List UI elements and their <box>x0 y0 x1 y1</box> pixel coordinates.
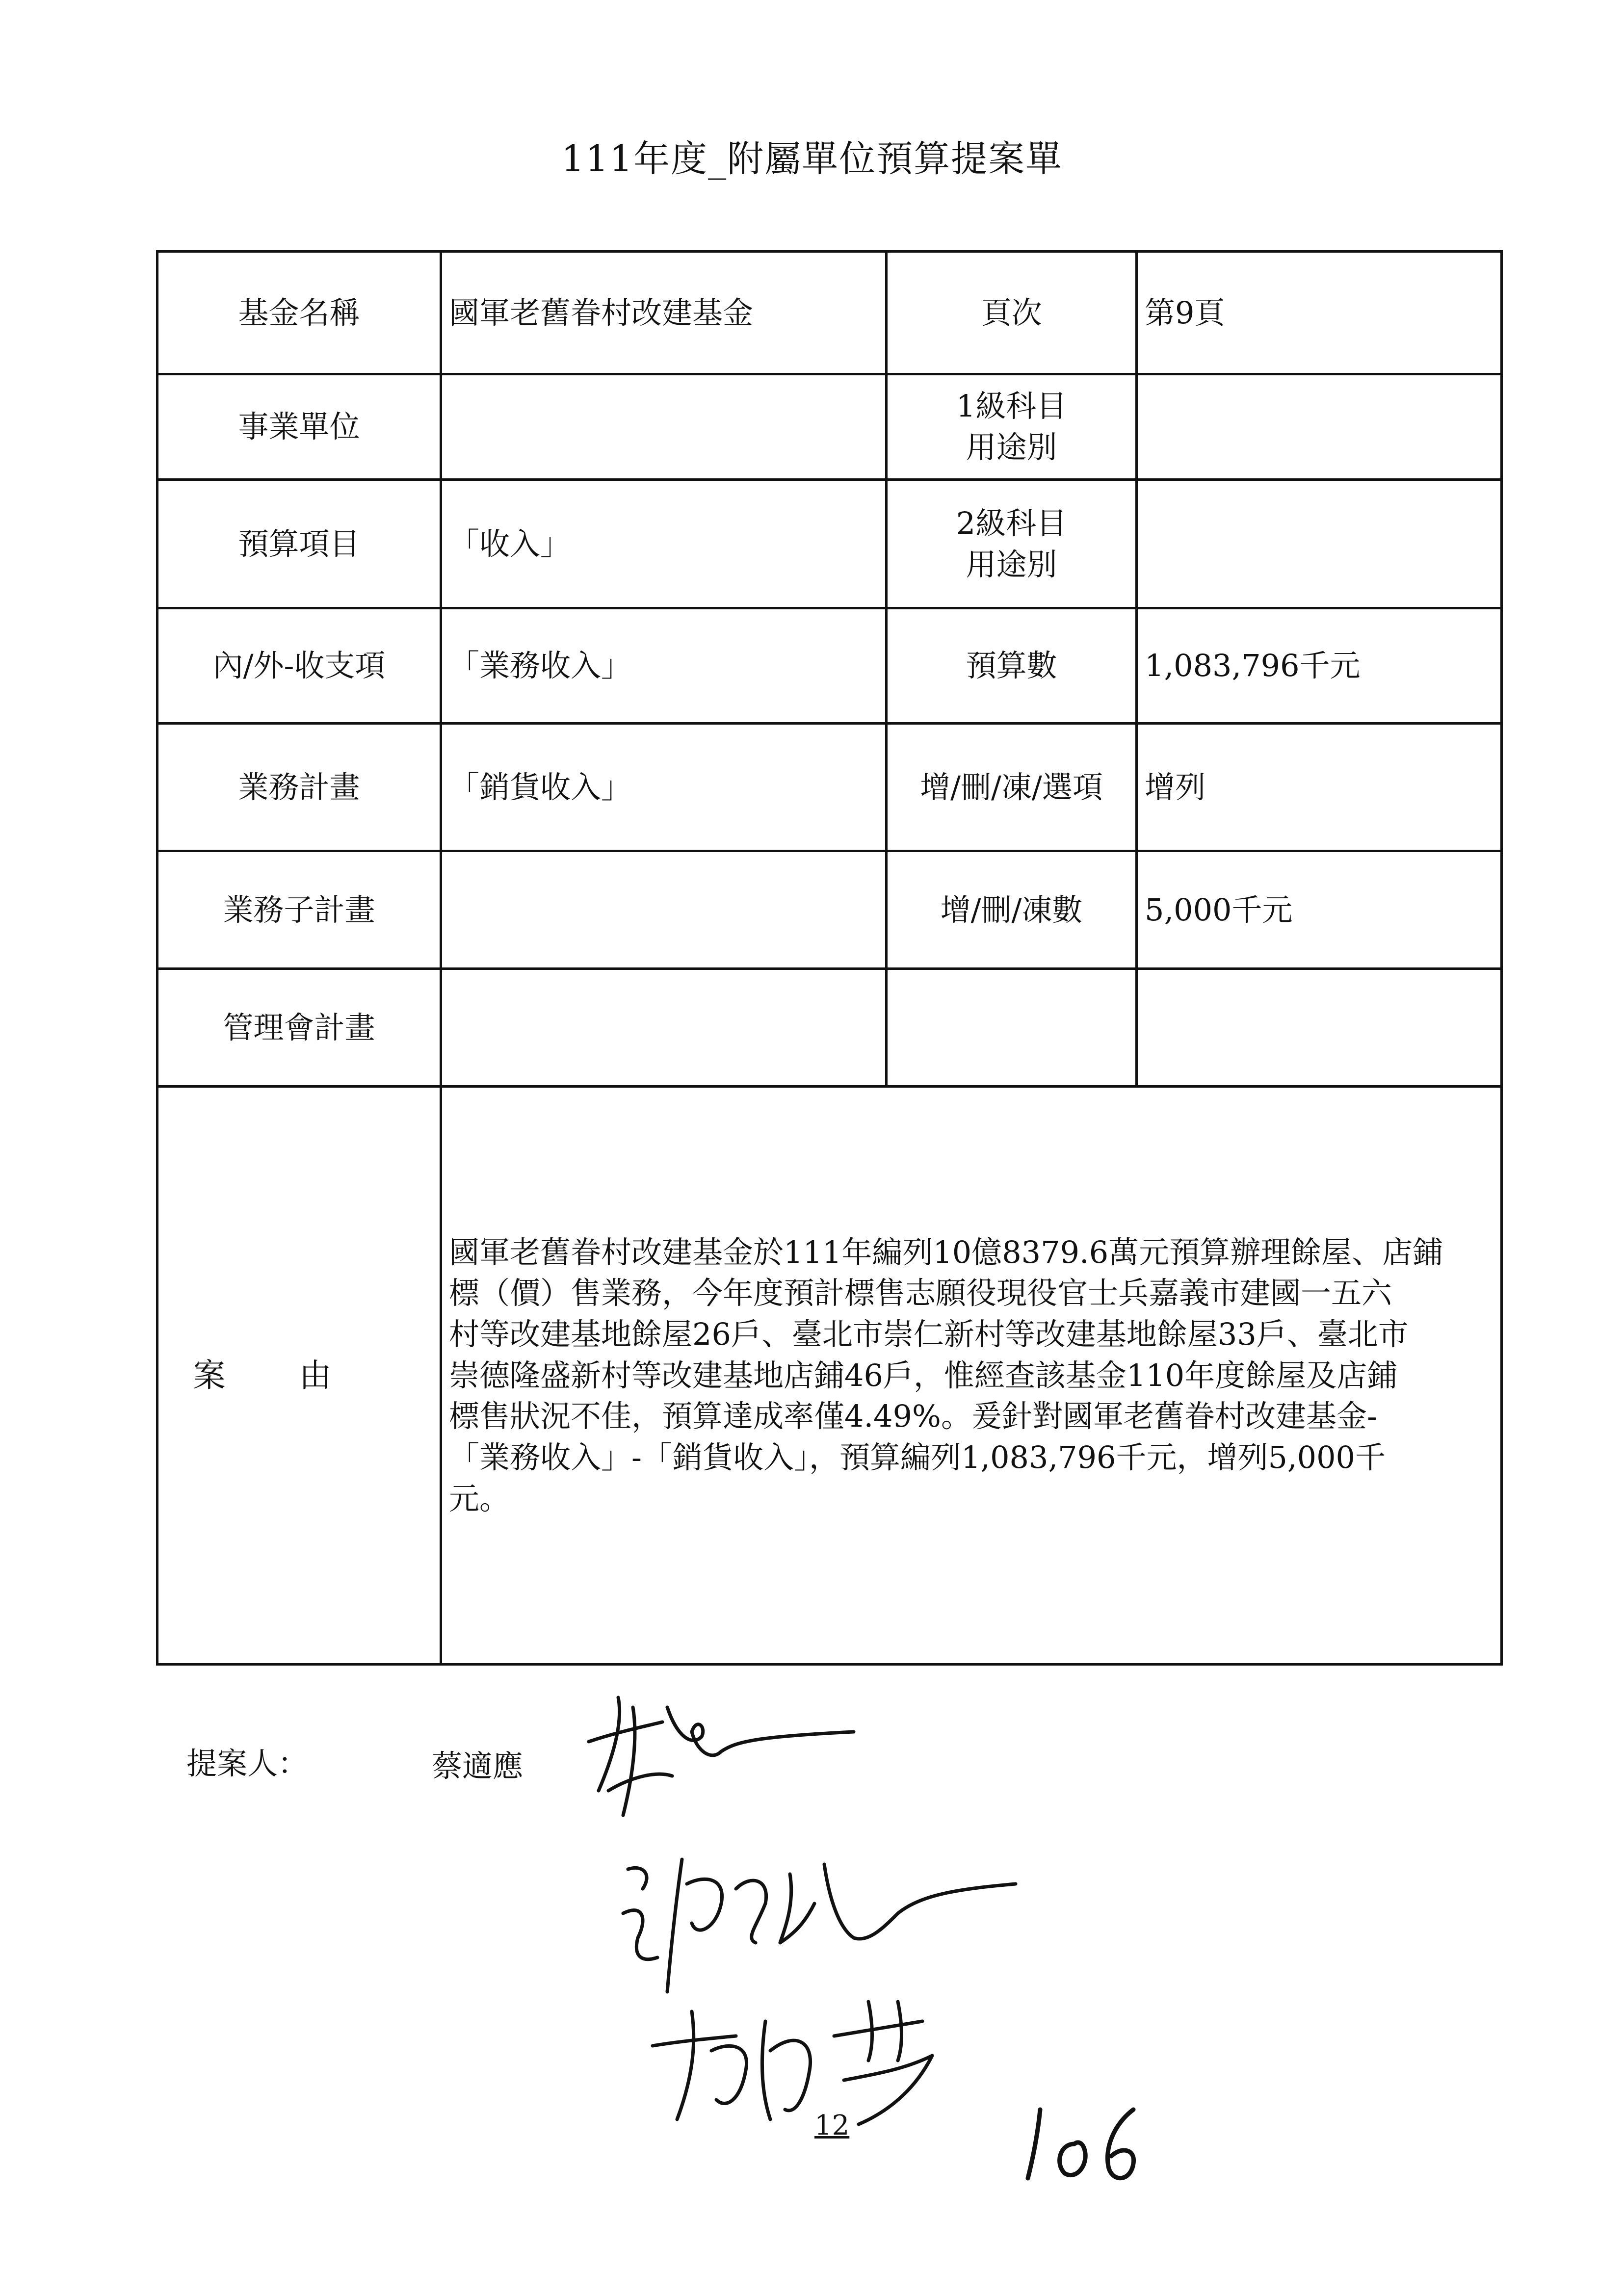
label-adjust-option: 增/刪/凍/選項 <box>887 724 1137 851</box>
reason-line: 標售狀況不佳，預算達成率僅4.49%。爰針對國軍老舊眷村改建基金- <box>449 1398 1377 1435</box>
value-business-unit <box>441 374 887 480</box>
form-row-sub-plan <box>157 851 1502 969</box>
value-fund-name: 國軍老舊眷村改建基金 <box>441 252 887 374</box>
reason-text <box>441 1087 1502 1665</box>
form-row-fund-name <box>157 252 1502 374</box>
label-level2-subject-line2: 用途別 <box>966 546 1057 582</box>
reason-line: 「業務收入」-「銷貨收入」，預算編列1,083,796千元，增列5,000千 <box>449 1439 1386 1476</box>
proposer-label: 提案人： <box>186 1746 309 1781</box>
label-page: 頁次 <box>887 252 1137 374</box>
value-level2-subject <box>1137 480 1502 608</box>
value-page: 第9頁 <box>1137 252 1502 374</box>
value-income-expense: 「業務收入」 <box>441 608 887 724</box>
value-business-plan: 「銷貨收入」 <box>441 724 887 851</box>
label-level1-subject-line1: 1級科目 <box>956 388 1067 424</box>
label-budget-item: 預算項目 <box>157 480 441 608</box>
value-level1-subject <box>1137 374 1502 480</box>
value-budget-item: 「收入」 <box>441 480 887 608</box>
form-row-management-plan <box>157 969 1502 1087</box>
signature-2 <box>608 1845 1030 2011</box>
label-fund-name: 基金名稱 <box>157 252 441 374</box>
value-budget-amount: 1,083,796千元 <box>1137 608 1502 724</box>
value-adjust-option: 增列 <box>1137 724 1502 851</box>
reason-line: 元。 <box>449 1480 510 1516</box>
value-sub-plan <box>441 851 887 969</box>
label-blank <box>887 969 1137 1087</box>
label-level2-subject <box>887 480 1137 608</box>
proposal-form-table <box>156 250 1503 1666</box>
page-number: 12 <box>814 2110 850 2141</box>
form-row-business-unit <box>157 374 1502 480</box>
reason-line: 國軍老舊眷村改建基金於111年編列10億8379.6萬元預算辦理餘屋、店鋪 <box>449 1234 1443 1270</box>
label-income-expense: 內/外-收支項 <box>157 608 441 724</box>
form-row-income-expense <box>157 608 1502 724</box>
label-level1-subject <box>887 374 1137 480</box>
signature-1 <box>579 1678 893 1835</box>
form-row-reason <box>157 1087 1502 1665</box>
document-title: 111年度_附屬單位預算提案單 <box>561 138 1063 180</box>
value-blank <box>1137 969 1502 1087</box>
value-management-plan <box>441 969 887 1087</box>
proposer-name: 蔡適應 <box>432 1748 524 1784</box>
label-reason: 案由 <box>157 1087 441 1665</box>
reason-line: 村等改建基地餘屋26戶、臺北市崇仁新村等改建基地餘屋33戶、臺北市 <box>449 1316 1409 1352</box>
label-budget-amount: 預算數 <box>887 608 1137 724</box>
label-business-unit: 事業單位 <box>157 374 441 480</box>
reason-line: 崇德隆盛新村等改建基地店鋪46戶，惟經查該基金110年度餘屋及店鋪 <box>449 1357 1398 1393</box>
handwritten-page-number <box>1021 2090 1148 2188</box>
label-adjust-amount: 增/刪/凍數 <box>887 851 1137 969</box>
label-sub-plan: 業務子計畫 <box>157 851 441 969</box>
form-row-budget-item <box>157 480 1502 608</box>
label-level2-subject-line1: 2級科目 <box>956 505 1067 541</box>
value-adjust-amount: 5,000千元 <box>1137 851 1502 969</box>
label-business-plan: 業務計畫 <box>157 724 441 851</box>
label-management-plan: 管理會計畫 <box>157 969 441 1087</box>
label-level1-subject-line2: 用途別 <box>966 429 1057 465</box>
reason-line: 標（價）售業務，今年度預計標售志願役現役官士兵嘉義市建國一五六 <box>449 1275 1392 1311</box>
form-row-business-plan <box>157 724 1502 851</box>
